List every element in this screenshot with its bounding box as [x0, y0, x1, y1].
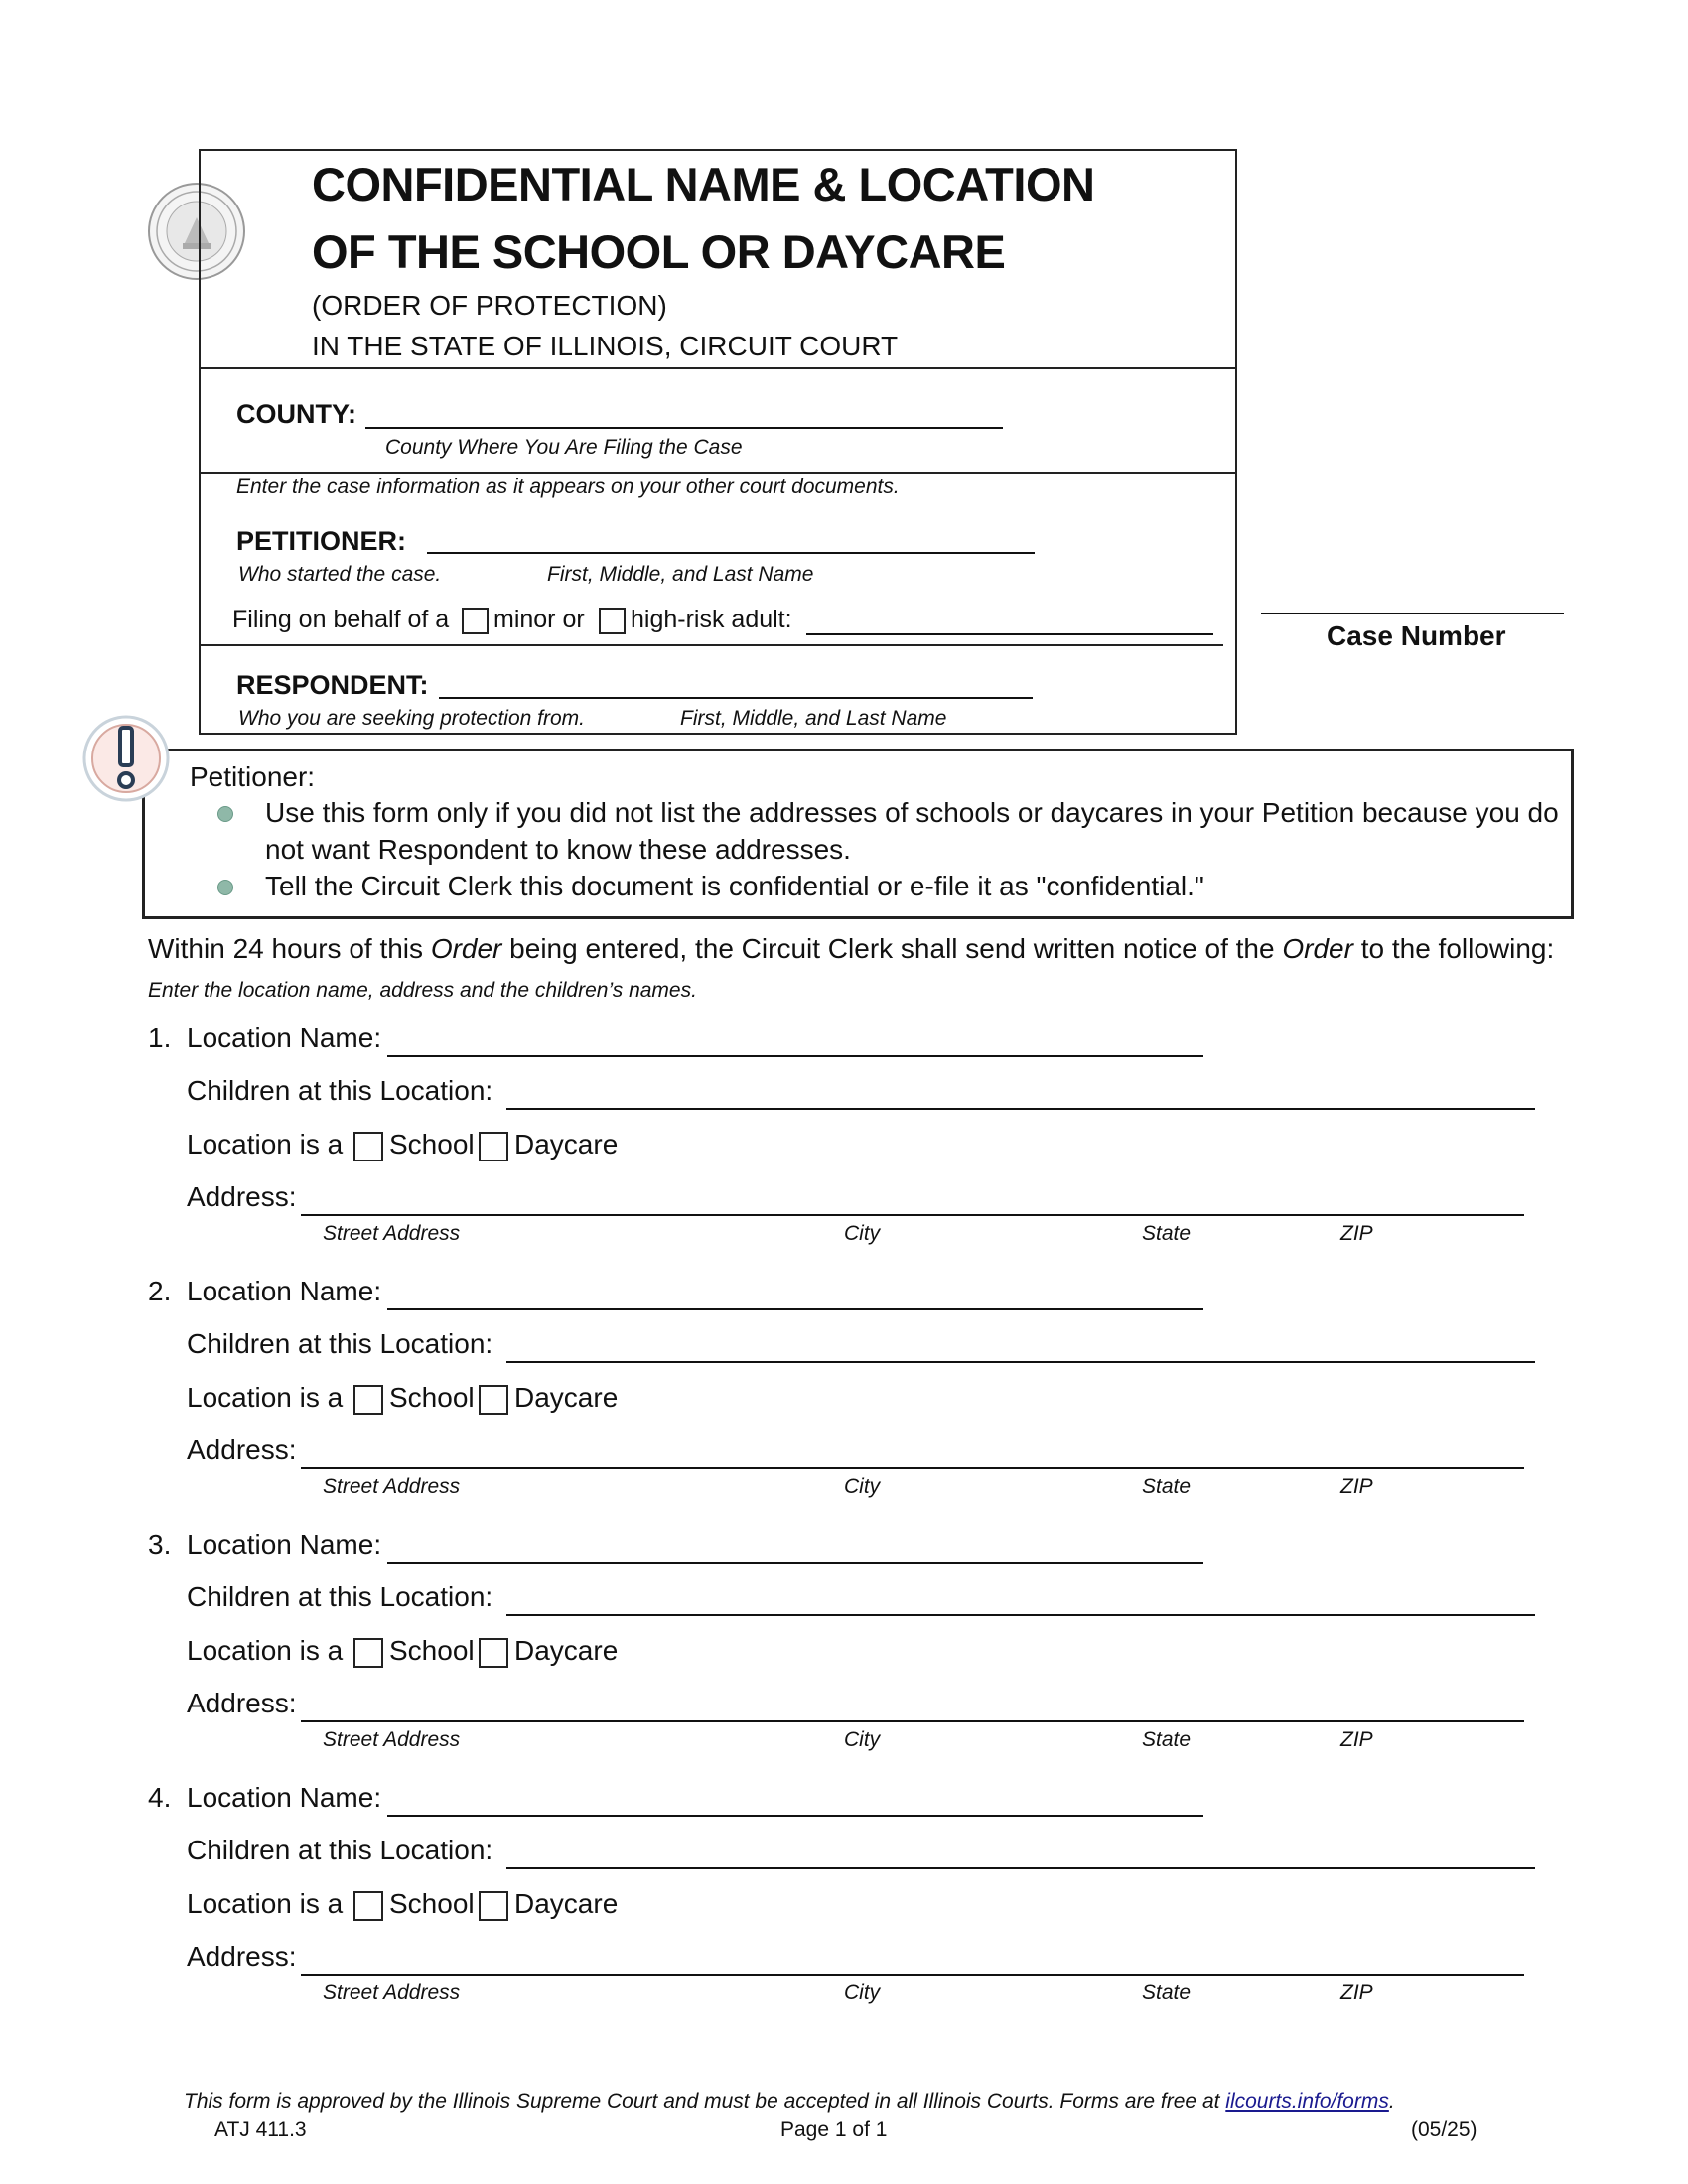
respondent-name-field[interactable]	[439, 697, 1033, 699]
petitioner-notice-box	[142, 749, 1574, 919]
address-field[interactable]	[301, 1720, 1524, 1722]
zip-hint: ZIP	[1340, 1728, 1373, 1751]
location-number: 1.	[148, 1023, 172, 1053]
school-label: School	[389, 1635, 475, 1666]
notice-bullet2: Tell the Circuit Clerk this document is confidential or e-file it as "confidential."	[265, 871, 1204, 901]
form-title-line2: OF THE SCHOOL OR DAYCARE	[312, 225, 1006, 278]
children-label: Children at this Location:	[187, 1328, 493, 1359]
respondent-hint-right: First, Middle, and Last Name	[680, 707, 947, 730]
divider	[201, 472, 1235, 474]
zip-hint: ZIP	[1340, 1981, 1373, 2004]
court-name: IN THE STATE OF ILLINOIS, CIRCUIT COURT	[312, 331, 899, 361]
school-checkbox[interactable]	[353, 1891, 383, 1921]
county-label: COUNTY:	[236, 399, 356, 429]
location-name-field[interactable]	[387, 1562, 1203, 1564]
state-hint: State	[1142, 1222, 1192, 1245]
footer-period: .	[1388, 2090, 1395, 2113]
school-label: School	[389, 1382, 475, 1413]
daycare-label: Daycare	[514, 1635, 619, 1666]
city-hint: City	[844, 1222, 881, 1245]
zip-hint: ZIP	[1340, 1475, 1373, 1498]
footer-approval	[184, 2090, 1395, 2114]
location-type-label: Location is a	[187, 1635, 344, 1666]
children-field[interactable]	[506, 1108, 1535, 1110]
case-number-field[interactable]	[1261, 613, 1564, 614]
daycare-checkbox[interactable]	[479, 1132, 508, 1161]
children-label: Children at this Location:	[187, 1835, 493, 1865]
location-name-field[interactable]	[387, 1055, 1203, 1057]
minor-label: minor or	[493, 606, 585, 633]
city-hint: City	[844, 1981, 881, 2004]
location-type-label: Location is a	[187, 1382, 344, 1413]
notice-bullet1-line1: Use this form only if you did not list the addresses of schools or daycares in your Petition because you do	[265, 797, 1559, 828]
bullet-icon	[217, 806, 233, 822]
school-checkbox[interactable]	[353, 1638, 383, 1668]
daycare-checkbox[interactable]	[479, 1891, 508, 1921]
address-field[interactable]	[301, 1467, 1524, 1469]
children-label: Children at this Location:	[187, 1581, 493, 1612]
location-name-label: Location Name:	[187, 1529, 382, 1560]
location-name-label: Location Name:	[187, 1023, 382, 1053]
instructions-hint: Enter the location name, address and the children’s names.	[148, 979, 697, 1002]
daycare-checkbox[interactable]	[479, 1638, 508, 1668]
location-entry-1	[0, 1023, 1688, 1261]
daycare-label: Daycare	[514, 1129, 619, 1160]
county-hint: County Where You Are Filing the Case	[385, 436, 743, 459]
notice-bullet1-line2: not want Respondent to know these addresses.	[265, 834, 851, 865]
daycare-checkbox[interactable]	[479, 1385, 508, 1415]
location-type-label: Location is a	[187, 1888, 344, 1919]
school-label: School	[389, 1129, 475, 1160]
children-field[interactable]	[506, 1361, 1535, 1363]
instructions-text-c: to the following:	[1352, 933, 1555, 964]
divider	[201, 644, 1223, 646]
location-name-field[interactable]	[387, 1815, 1203, 1817]
city-hint: City	[844, 1475, 881, 1498]
form-title-line1: CONFIDENTIAL NAME & LOCATION	[312, 158, 1095, 210]
petitioner-name-field[interactable]	[427, 552, 1035, 554]
form-subtitle: (ORDER OF PROTECTION)	[312, 290, 667, 321]
bullet-icon	[217, 880, 233, 895]
street-hint: Street Address	[323, 1475, 461, 1498]
address-label: Address:	[187, 1434, 297, 1465]
location-name-label: Location Name:	[187, 1782, 382, 1813]
location-entry-4	[0, 1782, 1688, 2020]
street-hint: Street Address	[323, 1222, 461, 1245]
school-label: School	[389, 1888, 475, 1919]
case-info-hint: Enter the case information as it appears on your other court documents.	[236, 476, 900, 498]
location-number: 4.	[148, 1782, 172, 1813]
respondent-label: RESPONDENT:	[236, 670, 429, 700]
children-field[interactable]	[506, 1614, 1535, 1616]
location-entry-3	[0, 1529, 1688, 1767]
instructions-text-a: Within 24 hours of this	[148, 933, 431, 964]
instructions-line	[148, 933, 1554, 965]
location-entry-2	[0, 1276, 1688, 1514]
address-label: Address:	[187, 1688, 297, 1718]
school-checkbox[interactable]	[353, 1132, 383, 1161]
order-word: Order	[1282, 933, 1353, 964]
state-hint: State	[1142, 1981, 1192, 2004]
minor-checkbox[interactable]	[462, 608, 489, 634]
zip-hint: ZIP	[1340, 1222, 1373, 1245]
location-name-label: Location Name:	[187, 1276, 382, 1306]
children-field[interactable]	[506, 1867, 1535, 1869]
petitioner-hint-right: First, Middle, and Last Name	[547, 563, 814, 586]
behalf-name-field[interactable]	[806, 633, 1213, 635]
form-date: (05/25)	[1411, 2118, 1477, 2141]
case-number-label: Case Number	[1327, 620, 1506, 651]
petitioner-label: PETITIONER:	[236, 526, 407, 556]
school-checkbox[interactable]	[353, 1385, 383, 1415]
forms-link[interactable]: ilcourts.info/forms	[1225, 2090, 1389, 2113]
address-field[interactable]	[301, 1214, 1524, 1216]
state-hint: State	[1142, 1728, 1192, 1751]
high-risk-adult-checkbox[interactable]	[599, 608, 626, 634]
behalf-prefix: Filing on behalf of a	[232, 606, 450, 633]
divider	[201, 367, 1235, 369]
address-label: Address:	[187, 1181, 297, 1212]
petitioner-hint-left: Who started the case.	[238, 563, 442, 586]
footer-approval-text: This form is approved by the Illinois Supreme Court and must be accepted in all Illinois Courts. Forms are free at	[184, 2090, 1226, 2113]
state-hint: State	[1142, 1475, 1192, 1498]
notice-heading: Petitioner:	[190, 761, 316, 792]
page-number: Page 1 of 1	[780, 2118, 888, 2141]
street-hint: Street Address	[323, 1981, 461, 2004]
address-label: Address:	[187, 1941, 297, 1972]
location-type-label: Location is a	[187, 1129, 344, 1160]
daycare-label: Daycare	[514, 1382, 619, 1413]
city-hint: City	[844, 1728, 881, 1751]
order-word: Order	[430, 933, 502, 964]
daycare-label: Daycare	[514, 1888, 619, 1919]
case-header-box	[199, 149, 1237, 735]
location-name-field[interactable]	[387, 1308, 1203, 1310]
children-label: Children at this Location:	[187, 1075, 493, 1106]
high-risk-label: high-risk adult:	[631, 606, 792, 633]
exclamation-icon	[81, 714, 171, 803]
county-field[interactable]	[365, 427, 1003, 429]
location-number: 3.	[148, 1529, 172, 1560]
respondent-hint-left: Who you are seeking protection from.	[238, 707, 586, 730]
street-hint: Street Address	[323, 1728, 461, 1751]
form-id: ATJ 411.3	[214, 2118, 307, 2141]
location-number: 2.	[148, 1276, 172, 1306]
instructions-text-b: being entered, the Circuit Clerk shall send written notice of the	[501, 933, 1283, 964]
address-field[interactable]	[301, 1974, 1524, 1976]
